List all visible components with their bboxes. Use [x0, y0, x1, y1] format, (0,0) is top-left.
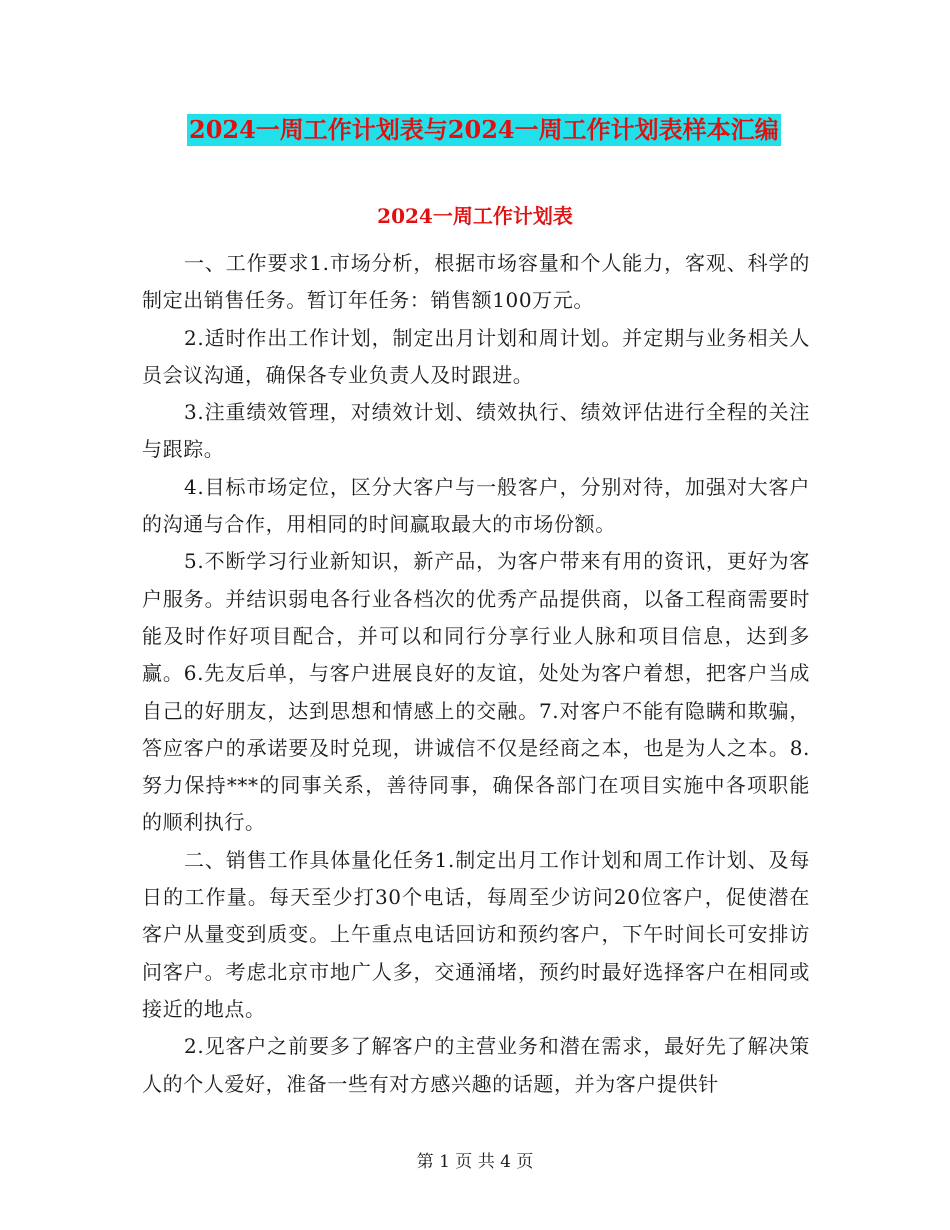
paragraph-7: 2.见客户之前要多了解客户的主营业务和潜在需求，最好先了解决策人的个人爱好，准备一些有对方感兴趣的话题，并为客户提供针: [142, 1034, 810, 1096]
page-footer: 第 1 页 共 4 页: [416, 1152, 534, 1172]
section-title: 2024一周工作计划表: [377, 204, 573, 228]
paragraph-1: 一、工作要求1.市场分析，根据市场容量和个人能力，客观、科学的制定出销售任务。暂订年任务：销售额100万元。: [142, 251, 810, 313]
paragraph-4: 4.目标市场定位，区分大客户与一般客户，分别对待，加强对大客户的沟通与合作，用相同的时间赢取最大的市场份额。: [142, 474, 810, 537]
paragraph-6: 二、销售工作具体量化任务1.制定出月工作计划和周工作计划、及每日的工作量。每天至少打30个电话，每周至少访问20位客户，促使潜在客户从量变到质变。上午重点电话回访和预约客户，下午时间长可安排访问客户。考虑北京市地广人多，交通涌堵，预约时最好选择客户在相同或接近的地点。: [142, 847, 810, 1021]
document-main-title: 2024一周工作计划表与2024一周工作计划表样本汇编: [189, 115, 779, 144]
paragraph-2: 2.适时作出工作计划，制定出月计划和周计划。并定期与业务相关人员会议沟通，确保各专业负责人及时跟进。: [142, 325, 810, 387]
paragraph-3: 3.注重绩效管理，对绩效计划、绩效执行、绩效评估进行全程的关注与跟踪。: [142, 400, 810, 462]
document-body: [142, 245, 810, 1103]
paragraph-5: 5.不断学习行业新知识，新产品，为客户带来有用的资讯，更好为客户服务。并结识弱电各行业各档次的优秀产品提供商，以备工程商需要时能及时作好项目配合，并可以和同行分享行业人脉和项目信息，达到多赢。6.先友后单，与客户进展良好的友谊，处处为客户着想，把客户当成自己的好朋友，达到思想和情感上的交融。7.对客户不能有隐瞒和欺骗，答应客户的承诺要及时兑现，讲诚信不仅是经商之本，也是为人之本。8.努力保持***的同事关系，善待同事，确保各部门在项目实施中各项职能的顺利执行。: [142, 549, 810, 835]
